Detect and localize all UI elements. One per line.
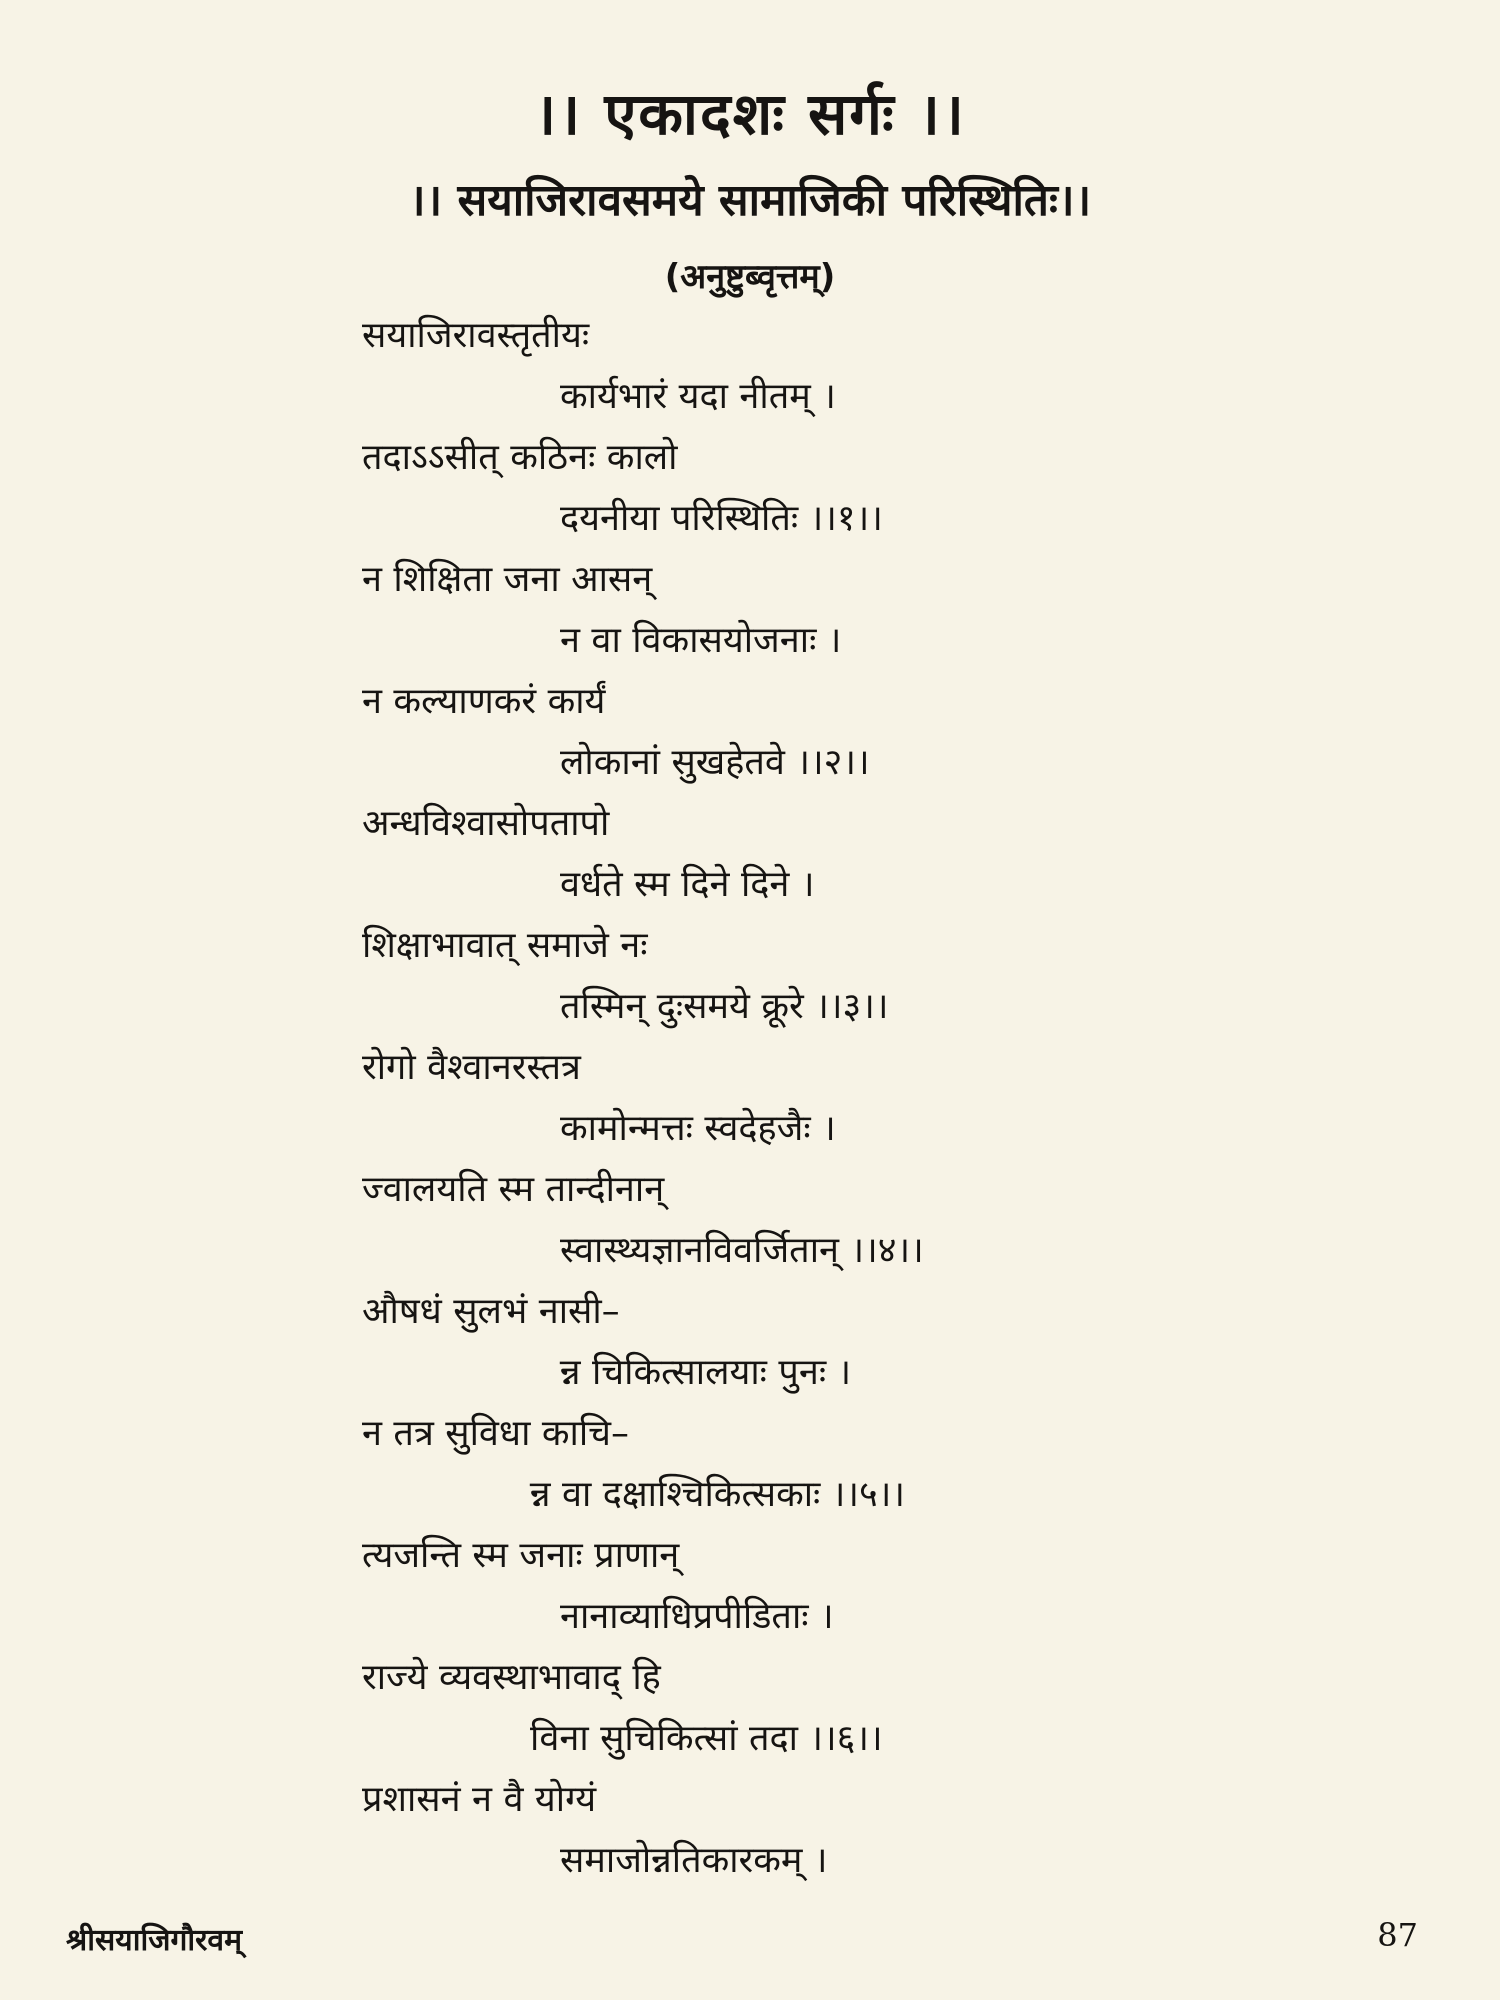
verse-13-line-2: समाजोन्नतिकारकम् ।	[560, 1840, 828, 1881]
section-title: ।। सयाजिरावसमये सामाजिकी परिस्थितिः।।	[408, 175, 1092, 226]
verse-4-line-2: लोकानां सुखहेतवे ।।२।।	[560, 742, 870, 783]
verse-7-line-2: कामोन्मत्तः स्वदेहजैः ।	[560, 1108, 836, 1149]
verse-11-line-1: त्यजन्ति स्म जनाः प्राणान्	[362, 1535, 680, 1576]
verse-12-line-2: विना सुचिकित्सां तदा ।।६।।	[530, 1718, 883, 1759]
page-number: 87	[1377, 1916, 1418, 1954]
book-title-footer: श्रीसयाजिगौरवम्	[66, 1923, 243, 1958]
verse-2-line-1: तदाऽऽसीत् कठिनः कालो	[362, 437, 678, 478]
verse-8-line-1: ज्वालयति स्म तान्दीनान्	[362, 1169, 665, 1210]
meter-label: (अनुष्टुब्वृत्तम्)	[664, 257, 836, 297]
verse-9-line-1: औषधं सुलभं नासी–	[362, 1291, 620, 1332]
verse-11-line-2: नानाव्याधिप्रपीडिताः ।	[560, 1596, 834, 1637]
verse-1-line-2: कार्यभारं यदा नीतम् ।	[560, 376, 836, 417]
verse-5-line-1: अन्धविश्वासोपतापो	[362, 803, 610, 844]
verse-3-line-2: न वा विकासयोजनाः ।	[560, 620, 842, 661]
verse-6-line-1: शिक्षाभावात् समाजे नः	[362, 925, 648, 966]
verse-6-line-2: तस्मिन् दुःसमये क्रूरे ।।३।।	[560, 986, 889, 1027]
verse-9-line-2: न्न चिकित्सालयाः पुनः ।	[560, 1352, 852, 1393]
verse-8-line-2: स्वास्थ्यज्ञानविवर्जितान् ।।४।।	[560, 1230, 924, 1271]
verse-1-line-1: सयाजिरावस्तृतीयः	[362, 315, 590, 356]
chapter-title: ।। एकादशः सर्गः ।।	[534, 80, 966, 148]
verse-13-line-1: प्रशासनं न वै योग्यं	[362, 1779, 597, 1820]
verse-10-line-1: न तत्र सुविधा काचि–	[362, 1413, 629, 1454]
verse-3-line-1: न शिक्षिता जना आसन्	[362, 559, 653, 600]
verse-10-line-2: न्न वा दक्षाश्चिकित्सकाः ।।५।।	[530, 1474, 906, 1515]
verse-12-line-1: राज्ये व्यवस्थाभावाद् हि	[362, 1657, 661, 1698]
verse-4-line-1: न कल्याणकरं कार्यं	[362, 681, 606, 722]
verse-7-line-1: रोगो वैश्वानरस्तत्र	[362, 1047, 581, 1088]
verse-2-line-2: दयनीया परिस्थितिः ।।१।।	[560, 498, 883, 539]
verse-5-line-2: वर्धते स्म दिने दिने ।	[560, 864, 815, 905]
